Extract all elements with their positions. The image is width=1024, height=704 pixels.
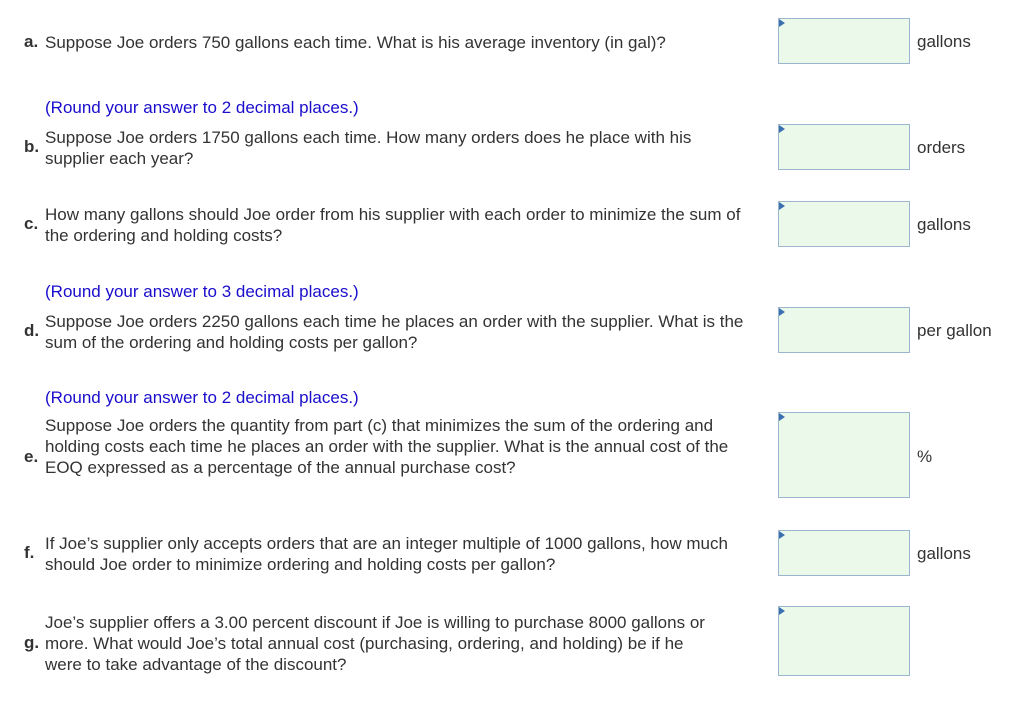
question-text: Suppose Joe orders 2250 gallons each time he places an order with the supplier. What is the sum of the ordering and holding costs per gallon?	[45, 312, 744, 352]
unit-label: %	[917, 447, 933, 466]
answer-box-e[interactable]	[778, 412, 910, 498]
question-text: How many gallons should Joe order from his supplier with each order to minimize the sum of the ordering and holding costs?	[45, 205, 741, 245]
question-text: Suppose Joe orders 1750 gallons each time. How many orders does he place with his supplier each year?	[45, 128, 692, 168]
question-letter: f.	[24, 543, 35, 562]
rounding-hint: (Round your answer to 3 decimal places.)	[45, 282, 359, 301]
rounding-hint: (Round your answer to 2 decimal places.)	[45, 388, 359, 407]
answer-input-c[interactable]	[779, 202, 909, 246]
rounding-hint: (Round your answer to 2 decimal places.)	[45, 98, 359, 117]
unit-label: gallons	[917, 544, 971, 563]
question-letter: c.	[24, 214, 39, 233]
question-text: Suppose Joe orders 750 gallons each time. What is his average inventory (in gal)?	[45, 33, 666, 52]
answer-input-f[interactable]	[779, 531, 909, 575]
question-letter: a.	[24, 32, 39, 51]
question-text: Joe’s supplier offers a 3.00 percent discount if Joe is willing to purchase 8000 gallons or more. What would Joe’s total annual cost (purchasing, ordering, and holding) be if he were to take advantage of the discount?	[45, 613, 705, 674]
marker-icon	[779, 308, 785, 316]
marker-icon	[779, 413, 785, 421]
marker-icon	[779, 125, 785, 133]
answer-box-b[interactable]	[778, 124, 910, 170]
answer-box-c[interactable]	[778, 201, 910, 247]
question-letter: g.	[24, 633, 40, 652]
marker-icon	[779, 202, 785, 210]
unit-label: per gallon	[917, 321, 992, 340]
question-letter: b.	[24, 137, 40, 156]
answer-box-a[interactable]	[778, 18, 910, 64]
answer-box-f[interactable]	[778, 530, 910, 576]
unit-label: gallons	[917, 215, 971, 234]
question-letter: d.	[24, 321, 40, 340]
answer-input-e[interactable]	[779, 413, 909, 497]
question-text: Suppose Joe orders the quantity from part (c) that minimizes the sum of the ordering and holding costs each time he places an order with the supplier. What is the annual cost of the EOQ expressed as a percentage of the annual purchase cost?	[45, 416, 729, 477]
unit-label: orders	[917, 138, 966, 157]
answer-input-a[interactable]	[779, 19, 909, 63]
unit-label: gallons	[917, 32, 971, 51]
answer-box-d[interactable]	[778, 307, 910, 353]
marker-icon	[779, 19, 785, 27]
question-text: If Joe’s supplier only accepts orders that are an integer multiple of 1000 gallons, how much should Joe order to minimize ordering and holding costs per gallon?	[45, 534, 728, 574]
answer-box-g[interactable]	[778, 606, 910, 676]
answer-input-d[interactable]	[779, 308, 909, 352]
answer-input-b[interactable]	[779, 125, 909, 169]
question-letter: e.	[24, 447, 39, 466]
marker-icon	[779, 607, 785, 615]
marker-icon	[779, 531, 785, 539]
answer-input-g[interactable]	[779, 607, 909, 675]
